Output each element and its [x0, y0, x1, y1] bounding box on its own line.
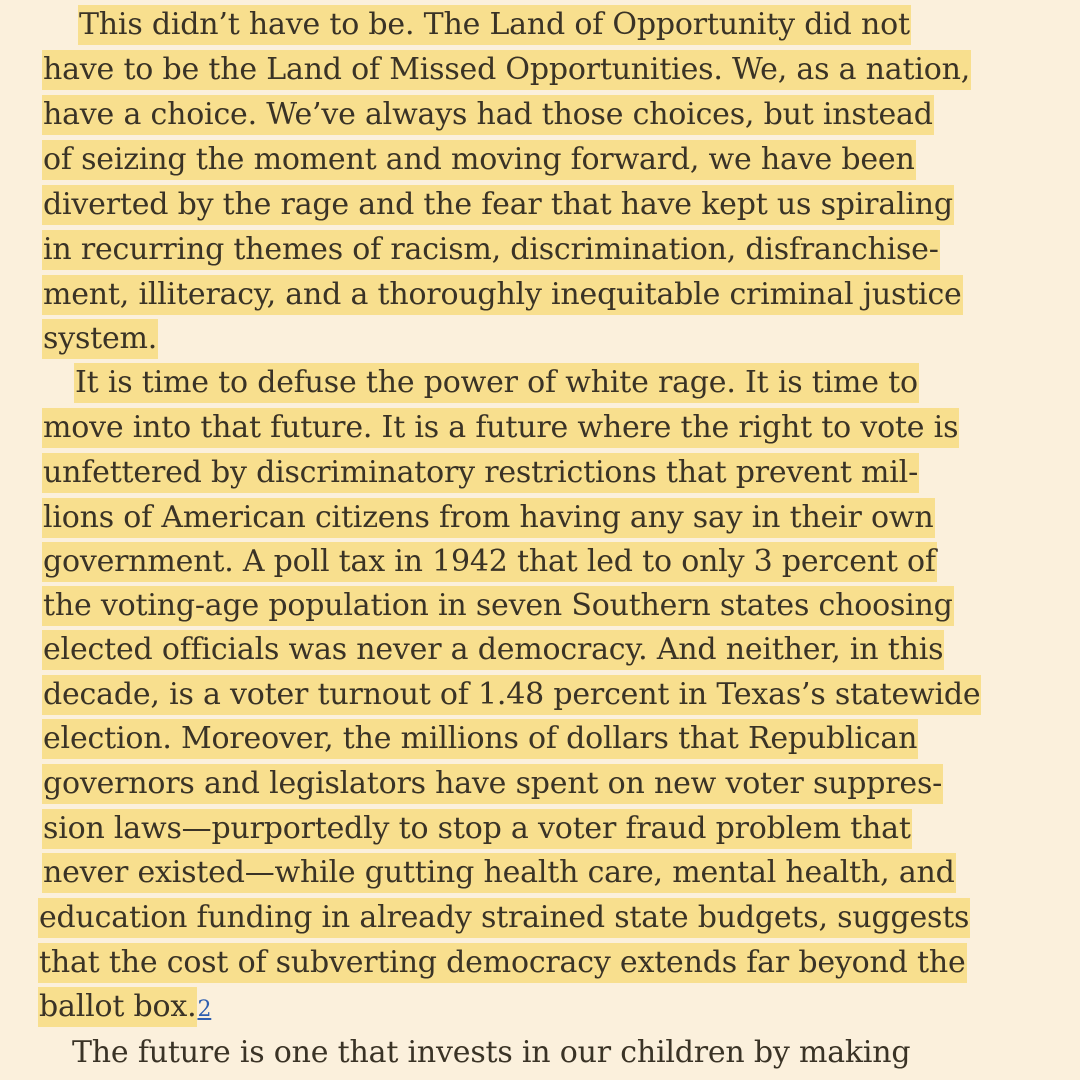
highlighted-text[interactable]: government. A poll tax in 1942 that led to only 3 percent of	[42, 542, 937, 582]
paragraph-2-line-8	[42, 672, 981, 717]
highlighted-text[interactable]: have a choice. We’ve always had those choices, but instead	[42, 95, 934, 135]
paragraph-1-line-5	[42, 182, 954, 227]
paragraph-2-line-1	[74, 360, 919, 405]
highlighted-text[interactable]: system.	[42, 319, 158, 359]
highlighted-text[interactable]: lions of American citizens from having any say in their own	[42, 498, 935, 538]
paragraph-2-line-12	[42, 850, 956, 895]
highlighted-text[interactable]: unfettered by discriminatory restrictions that prevent mil-	[42, 453, 919, 493]
paragraph-2-line-10	[42, 761, 943, 806]
highlighted-text[interactable]: in recurring themes of racism, discrimination, disfranchise-	[42, 230, 940, 270]
highlighted-text[interactable]: have to be the Land of Missed Opportunities. We, as a nation,	[42, 50, 971, 90]
highlighted-text[interactable]: the voting-age population in seven Southern states choosing	[42, 586, 954, 626]
highlighted-text[interactable]: It is time to defuse the power of white rage. It is time to	[74, 363, 919, 403]
highlighted-text[interactable]: diverted by the rage and the fear that have kept us spiraling	[42, 185, 954, 225]
paragraph-2-line-6	[42, 583, 954, 628]
paragraph-3-line-1	[72, 1030, 910, 1075]
paragraph-2-line-7	[42, 627, 944, 672]
highlighted-text[interactable]: that the cost of subverting democracy extends far beyond the	[38, 943, 967, 983]
paragraph-1-line-6	[42, 227, 940, 272]
highlighted-text[interactable]: elected officials was never a democracy. And neither, in this	[42, 630, 944, 670]
paragraph-2-line-14	[38, 940, 967, 985]
highlighted-text[interactable]: ment, illiteracy, and a thoroughly inequitable criminal justice	[42, 275, 963, 315]
highlighted-text[interactable]: election. Moreover, the millions of dollars that Republican	[42, 719, 918, 759]
highlighted-text[interactable]: ballot box.	[38, 987, 197, 1027]
highlighted-text[interactable]: This didn’t have to be. The Land of Opportunity did not	[78, 5, 911, 45]
highlighted-text[interactable]: move into that future. It is a future where the right to vote is	[42, 408, 959, 448]
paragraph-1-line-7	[42, 272, 963, 317]
highlighted-text[interactable]: education funding in already strained state budgets, suggests	[38, 898, 970, 938]
footnote-link[interactable]: 2	[197, 997, 212, 1022]
paragraph-2-line-15	[38, 984, 211, 1029]
paragraph-2-line-9	[42, 716, 918, 761]
highlighted-text[interactable]: of seizing the moment and moving forward, we have been	[42, 140, 916, 180]
paragraph-2-line-5	[42, 539, 937, 584]
highlighted-text[interactable]: sion laws—purportedly to stop a voter fraud problem that	[42, 809, 912, 849]
body-text: The future is one that invests in our children by making	[72, 1035, 911, 1070]
highlighted-text[interactable]: governors and legislators have spent on new voter suppres-	[42, 764, 943, 804]
paragraph-2-line-3	[42, 450, 919, 495]
paragraph-2-line-2	[42, 405, 959, 450]
paragraph-2-line-13	[38, 895, 970, 940]
paragraph-1-line-8	[42, 316, 158, 361]
paragraph-1-line-2	[42, 47, 971, 92]
highlighted-text[interactable]: decade, is a voter turnout of 1.48 percent in Texas’s statewide	[42, 675, 981, 715]
paragraph-2-line-4	[42, 495, 935, 540]
paragraph-1-line-4	[42, 137, 916, 182]
paragraph-1-line-3	[42, 92, 934, 137]
paragraph-1-line-1	[78, 2, 911, 47]
paragraph-2-line-11	[42, 806, 912, 851]
highlighted-text[interactable]: never existed—while gutting health care, mental health, and	[42, 853, 956, 893]
